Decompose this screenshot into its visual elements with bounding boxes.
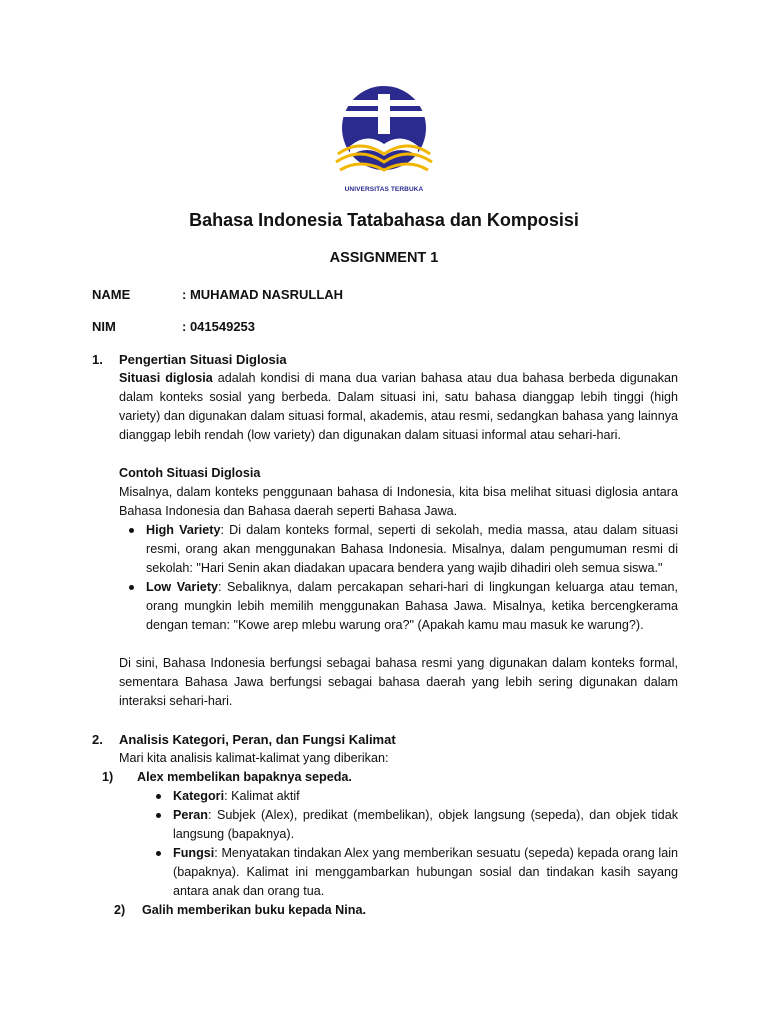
document-subtitle: ASSIGNMENT 1 <box>329 250 439 266</box>
low-variety-term: Low Variety <box>146 580 219 594</box>
section-1-heading <box>92 350 678 369</box>
high-variety-text: : Di dalam konteks formal, seperti di sekolah, media massa, atau dalam situasi resmi, orang akan menggunakan Bahasa Indonesia. Misalnya, dalam pengumuman resmi di sekolah: "Hari Senin akan diadakan upacara bendera yang wajib dihadiri oleh semua siswa." <box>146 523 678 575</box>
name-label: NAME <box>92 287 131 302</box>
conclusion-paragraph: Di sini, Bahasa Indonesia berfungsi sebagai bahasa resmi yang digunakan dalam konteks formal, sementara Bahasa Jawa berfungsi sebagai bahasa daerah yang lebih sering digunakan dalam interaksi sehari-hari. <box>119 656 678 708</box>
name-value: : MUHAMAD NASRULLAH <box>182 287 344 302</box>
nim-value: : 041549253 <box>182 319 256 334</box>
section-2-title: Analisis Kategori, Peran, dan Fungsi Kalimat <box>119 732 396 747</box>
variety-list <box>119 521 678 635</box>
peran-text: : Subjek (Alex), predikat (membelikan), objek langsung (sepeda), dan objek tidak langsung (bapaknya). <box>173 808 678 841</box>
section-1-title: Pengertian Situasi Diglosia <box>119 352 287 367</box>
section-1-body <box>119 369 678 711</box>
sentence-2-text: Galih memberikan buku kepada Nina. <box>142 903 366 917</box>
example-intro: Misalnya, dalam konteks penggunaan bahasa di Indonesia, kita bisa melihat situasi diglosia antara Bahasa Indonesia dan Bahasa daerah seperti Bahasa Jawa. <box>119 485 678 518</box>
university-emblem-icon <box>330 84 438 184</box>
list-item <box>146 806 678 844</box>
fungsi-term: Fungsi <box>173 846 215 860</box>
section-2-body <box>119 749 678 768</box>
section-2-heading <box>92 730 678 749</box>
sentence-1-analysis <box>146 787 678 901</box>
logo-caption: UNIVERSITAS TERBUKA <box>344 186 424 193</box>
list-item <box>146 787 678 806</box>
definition-paragraph <box>119 369 678 445</box>
high-variety-term: High Variety <box>146 523 221 537</box>
name-row <box>92 287 343 302</box>
list-item <box>146 844 678 901</box>
document-title: Bahasa Indonesia Tatabahasa dan Komposisi <box>189 210 579 230</box>
peran-term: Peran <box>173 808 209 822</box>
sentence-1-text: Alex membelikan bapaknya sepeda. <box>137 770 352 784</box>
university-logo <box>330 84 438 196</box>
kategori-text: : Kalimat aktif <box>224 789 300 803</box>
low-variety-text: : Sebaliknya, dalam percakapan sehari-hari di lingkungan keluarga atau teman, orang mungkin lebih memilih menggunakan Bahasa Jawa. Misalnya, ketika bercengkerama dengan teman: "Kowe arep mlebu warung ora?" (Apakah kamu mau masuk ke warung?). <box>146 580 678 632</box>
sentence-2-number: 2) <box>114 903 126 917</box>
sentence-1-number: 1) <box>102 770 114 784</box>
section-2-intro: Mari kita analisis kalimat-kalimat yang diberikan: <box>119 751 389 765</box>
kategori-term: Kategori <box>173 789 225 803</box>
example-heading: Contoh Situasi Diglosia <box>119 466 261 480</box>
sentence-2-heading <box>114 901 678 920</box>
section-2-number: 2. <box>92 732 103 747</box>
section-1-number: 1. <box>92 352 103 367</box>
list-item <box>119 521 678 578</box>
fungsi-text: : Menyatakan tindakan Alex yang memberikan sesuatu (sepeda) kepada orang lain (bapaknya). Kalimat ini menggambarkan hubungan sosial dan tindakan kasih sayang antara anak dan orang tua. <box>173 846 678 898</box>
definition-text: adalah kondisi di mana dua varian bahasa atau dua bahasa berbeda digunakan dalam konteks sosial yang berbeda. Dalam situasi ini, satu bahasa dianggap lebih tinggi (high variety) dan digunakan dalam situasi formal, akademis, atau resmi, sedangkan bahasa yang lainnya dianggap lebih rendah (low variety) dan digunakan dalam situasi informal atau sehari-hari. <box>119 371 679 442</box>
list-item <box>119 578 678 635</box>
sentence-1-heading <box>102 768 678 787</box>
nim-row <box>92 319 255 334</box>
document-body <box>92 350 678 920</box>
definition-term: Situasi diglosia <box>119 371 213 385</box>
nim-label: NIM <box>92 319 116 334</box>
